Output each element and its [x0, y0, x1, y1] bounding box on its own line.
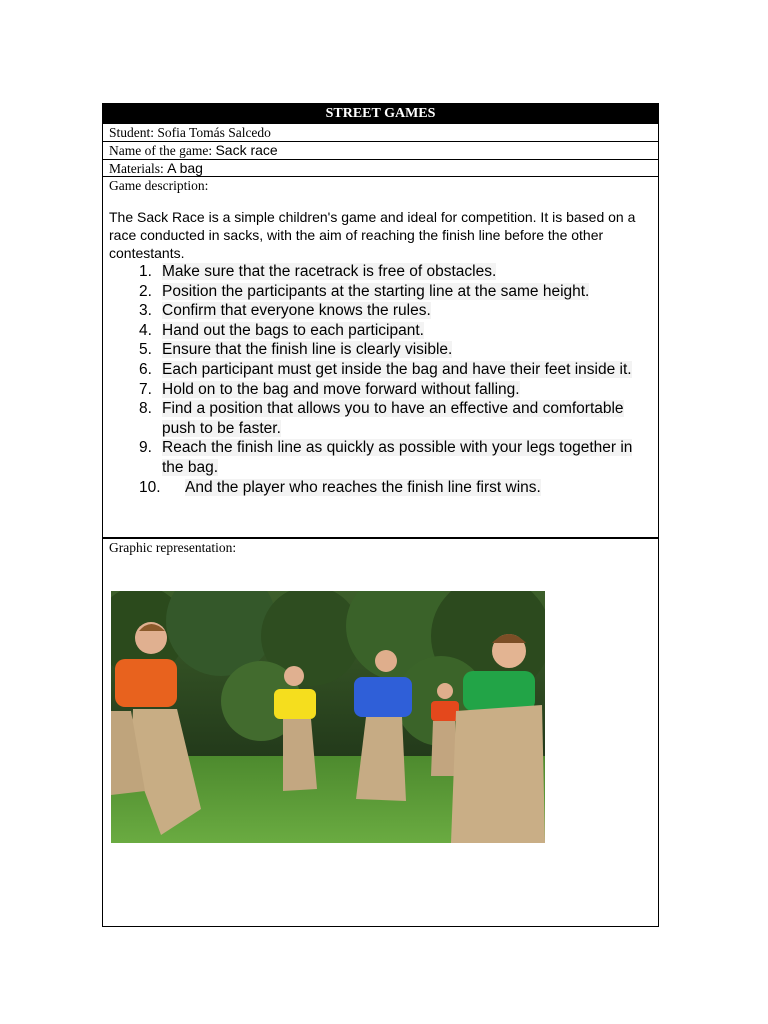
steps-list	[109, 262, 658, 497]
list-item: 7. Hold on to the bag and move forward without falling.	[139, 380, 520, 398]
list-item: 5. Ensure that the finish line is clearly visible.	[139, 341, 453, 359]
list-item: 1. Make sure that the racetrack is free of obstacles.	[139, 263, 497, 280]
game-name-row	[103, 141, 658, 159]
game-name-label: Name of the game:	[109, 143, 213, 158]
sack-race-photo	[111, 591, 545, 843]
list-item: 10. And the player who reaches the finish line first wins.	[139, 478, 541, 496]
list-item: 2. Position the participants at the starting line at the same height.	[139, 282, 590, 300]
list-item: 4. Hand out the bags to each participant.	[139, 321, 424, 339]
materials-label: Materials:	[109, 161, 164, 176]
sheet-title: STREET GAMES	[103, 104, 658, 123]
description-section	[103, 176, 658, 538]
materials-value: A bag	[167, 160, 203, 176]
student-row	[103, 123, 658, 141]
student-label: Student:	[109, 125, 155, 140]
materials-row	[103, 159, 658, 176]
list-item: 8. Find a position that allows you to have an effective and comfortable push to be faster.	[139, 400, 624, 437]
graphic-section	[103, 538, 658, 928]
list-item: 3. Confirm that everyone knows the rules.	[139, 302, 431, 320]
description-label: Game description:	[109, 178, 209, 193]
game-sheet	[102, 103, 659, 927]
description-intro: The Sack Race is a simple children's game and ideal for competition. It is based on a race conducted in sacks, with the aim of reaching the finish line before the other contestants.	[109, 209, 636, 261]
graphic-label: Graphic representation:	[109, 540, 237, 555]
game-name-value: Sack race	[215, 142, 278, 158]
list-item: 6. Each participant must get inside the bag and have their feet inside it.	[139, 360, 632, 378]
student-name: Sofia Tomás Salcedo	[157, 125, 271, 140]
list-item: 9. Reach the finish line as quickly as possible with your legs together in the bag.	[139, 439, 633, 476]
